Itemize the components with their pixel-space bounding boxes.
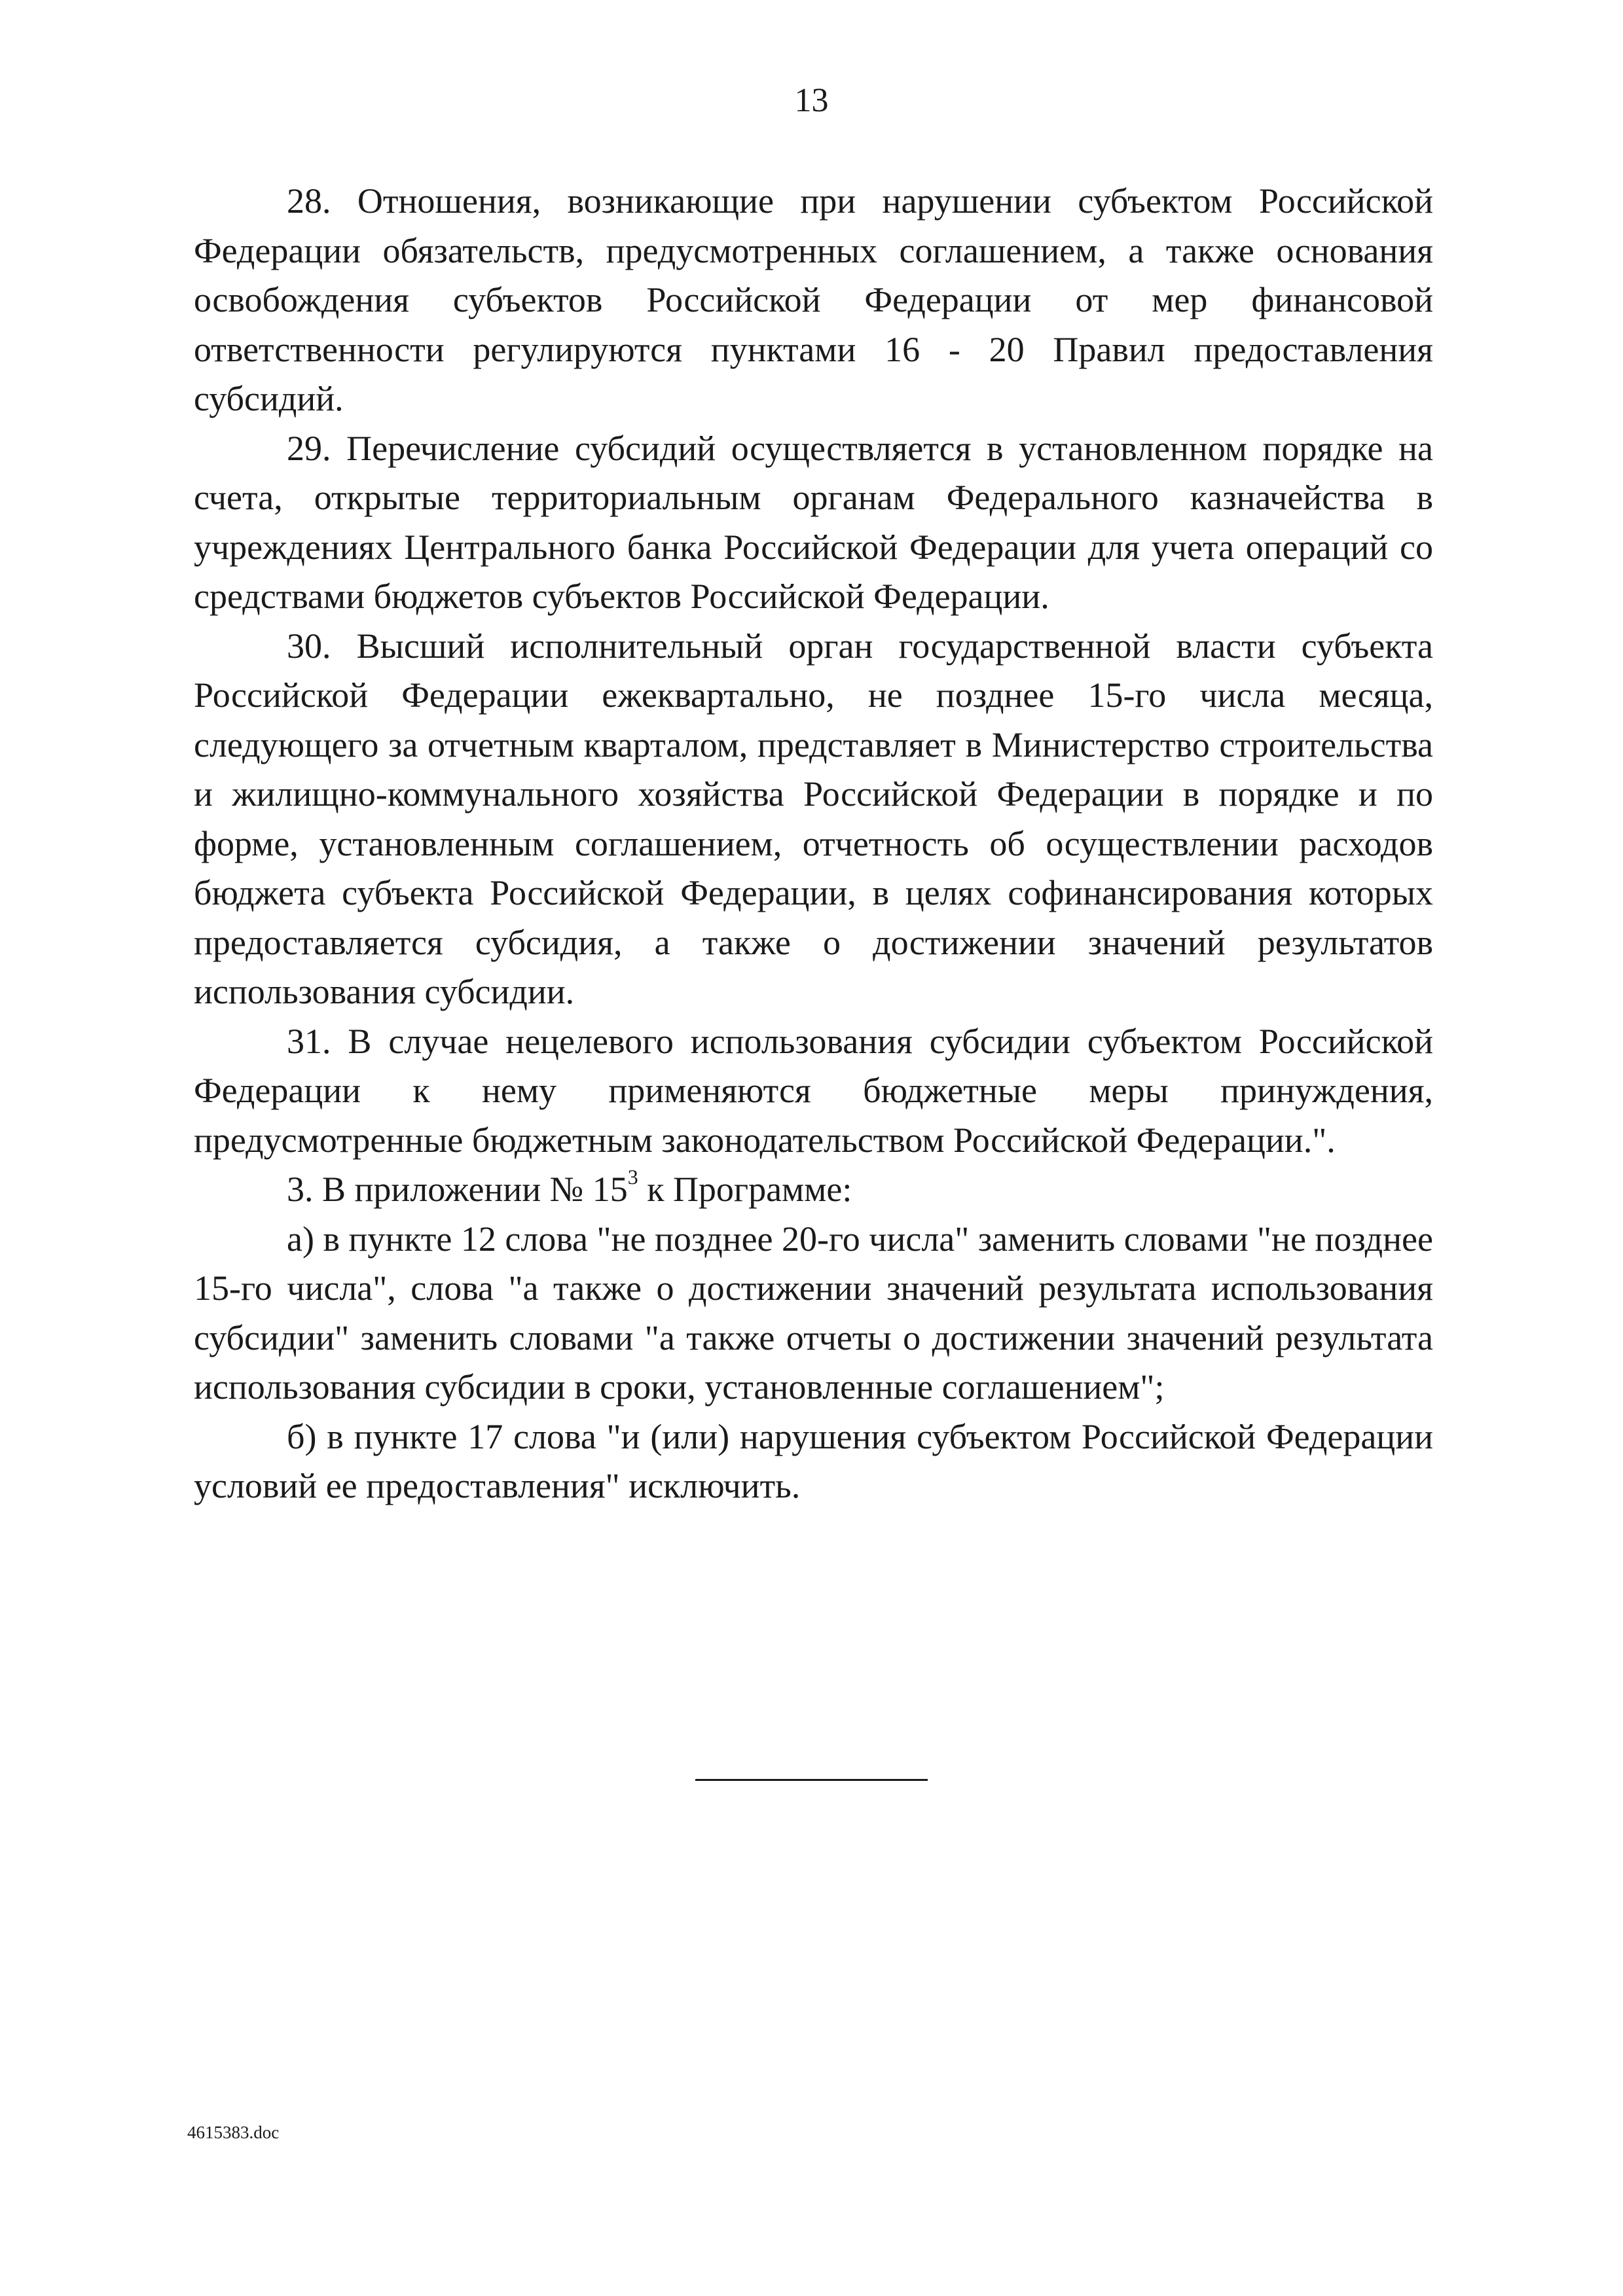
paragraph-30: 30. Высший исполнительный орган государственной власти субъекта Российской Федерации ежеквартально, не позднее 15-го числа месяца, следующего за отчетным кварталом, представляет в Министерство строительства и жилищно-коммунального хозяйства Российской Федерации в порядке и по форме, установленным соглашением, отчетность об осуществлении расходов бюджета субъекта Российской Федерации, в целях софинансирования которых предоставляется субсидия, а также о достижении значений результатов использования субсидии. bbox=[194, 626, 1433, 1011]
paragraph-31: 31. В случае нецелевого использования субсидии субъектом Российской Федерации к нему применяются бюджетные меры принуждения, предусмотренные бюджетным законодательством Российской Федерации.". bbox=[194, 1021, 1433, 1160]
superscript-3: 3 bbox=[627, 1165, 638, 1189]
paragraph-b: б) в пункте 17 слова "и (или) нарушения субъектом Российской Федерации условий ее предоставления" исключить. bbox=[194, 1416, 1433, 1505]
paragraph-3-text-end: к Программе: bbox=[638, 1170, 852, 1209]
end-divider-line bbox=[695, 1779, 928, 1781]
paragraph-3-text: 3. В приложении № 15 bbox=[287, 1170, 628, 1209]
document-body bbox=[194, 177, 1433, 1511]
page-number: 13 bbox=[794, 82, 829, 119]
paragraph-3 bbox=[194, 1165, 1433, 1215]
paragraph-29: 29. Перечисление субсидий осуществляется в установленном порядке на счета, открытые территориальным органам Федерального казначейства в учреждениях Центрального банка Российской Федерации для учета операций со средствами бюджетов субъектов Российской Федерации. bbox=[194, 428, 1433, 616]
document-id: 4615383.doc bbox=[187, 2123, 280, 2142]
paragraph-a: а) в пункте 12 слова "не позднее 20-го числа" заменить словами "не позднее 15-го числа", слова "а также о достижении значений результата использования субсидии" заменить словами "а также отчеты о достижении значений результата использования субсидии в сроки, установленные соглашением"; bbox=[194, 1219, 1433, 1407]
paragraph-28: 28. Отношения, возникающие при нарушении субъектом Российской Федерации обязательств, предусмотренных соглашением, а также основания освобождения субъектов Российской Федерации от мер финансовой ответственности регулируются пунктами 16 - 20 Правил предоставления субсидий. bbox=[194, 181, 1433, 418]
